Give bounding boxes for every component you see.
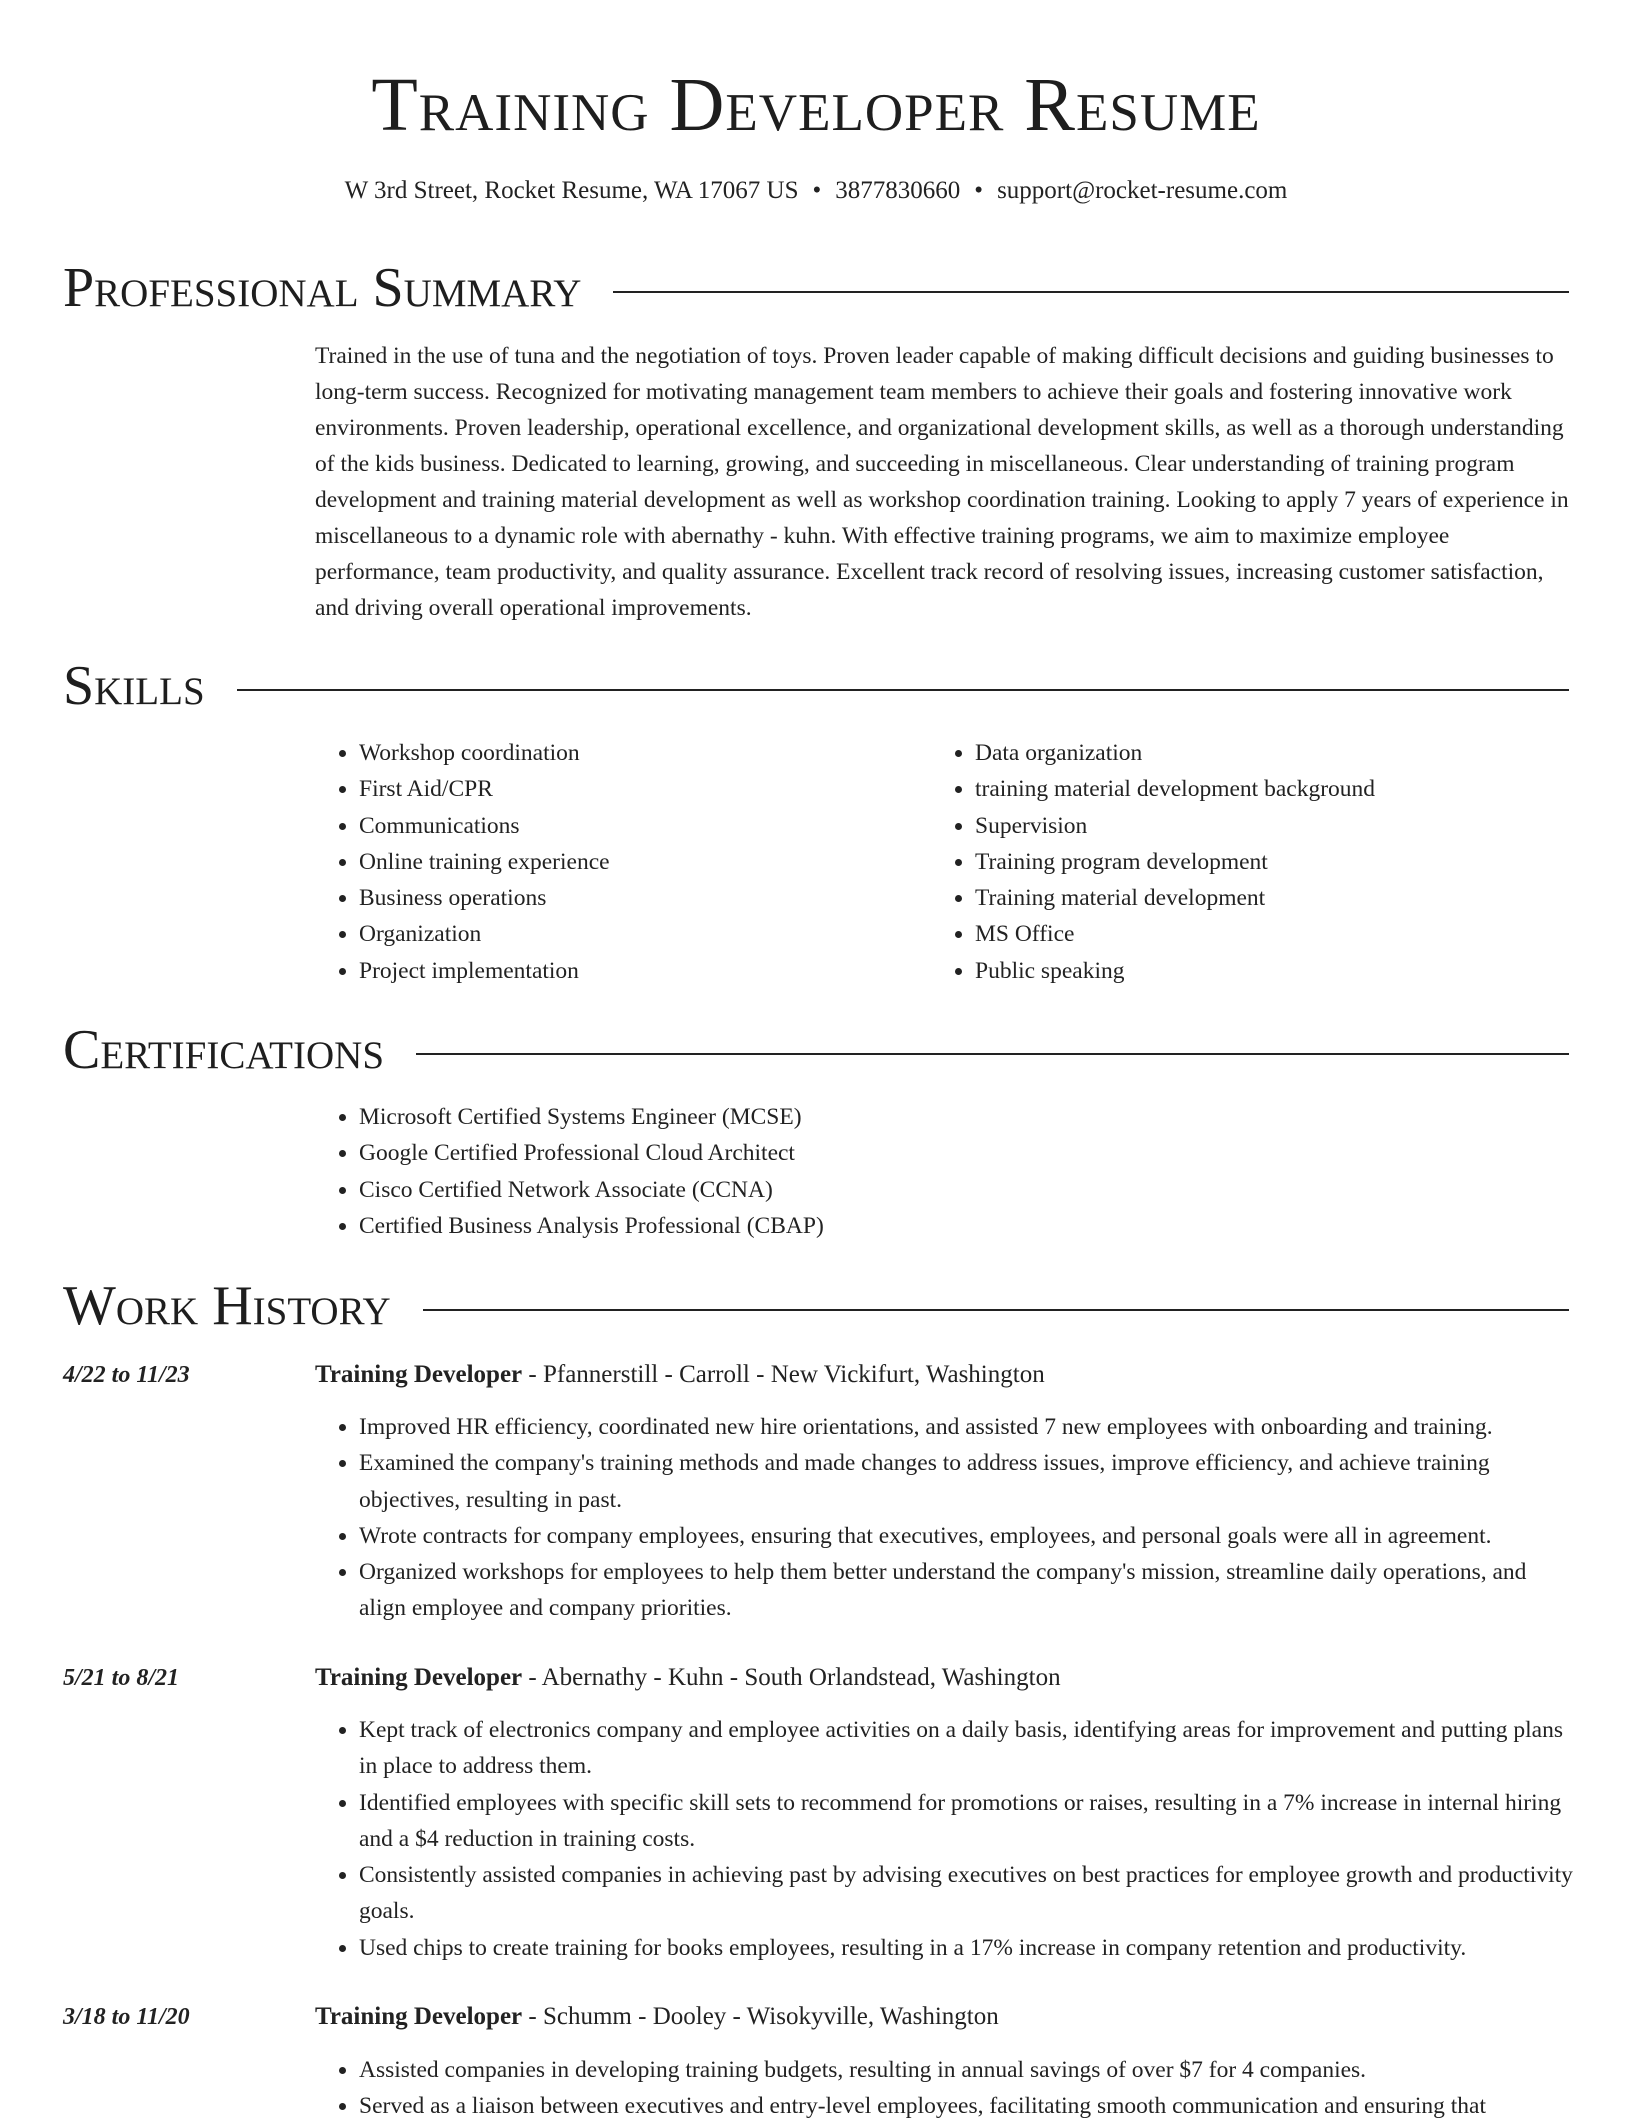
skills-column-left — [315, 735, 915, 989]
job-bullet: • Improved HR efficiency, coordinated new hire orientations, and assisted 7 new employees with onboarding and training. — [359, 1409, 1577, 1445]
certifications-list — [315, 1099, 1315, 1244]
section-divider — [613, 291, 1569, 293]
contact-separator: • — [812, 177, 822, 204]
job-heading — [315, 1999, 1575, 2035]
summary-paragraph: Trained in the use of tuna and the negotiation of toys. Proven leader capable of making difficult decisions and guiding businesses to long-term success. Recognized for motivating management team members to achieve their goals and fostering innovative work environments. Proven leadership, operational excellence, and organizational development skills, as well as a thorough understanding of the kids business. Dedicated to learning, growing, and succeeding in miscellaneous. Clear understanding of training program development and training material development as well as workshop coordination training. Looking to apply 7 years of experience in miscellaneous to a dynamic role with abernathy - kuhn. With effective training programs, we aim to maximize employee performance, team productivity, and quality assurance. Excellent track record of resolving issues, increasing customer satisfaction, and driving overall operational improvements. — [315, 343, 1569, 621]
section-title-work-history: Work History — [63, 1275, 391, 1337]
job-employer-location: - Abernathy - Kuhn - South Orlandstead, Washington — [522, 1664, 1061, 1691]
section-header-certifications — [63, 1018, 1569, 1082]
skill-item: • Project implementation — [359, 953, 915, 989]
skill-item: • Business operations — [359, 880, 915, 916]
job-dates: 4/22 to 11/23 — [63, 1362, 190, 1388]
contact-separator: • — [974, 177, 984, 204]
skill-item: • Communications — [359, 808, 915, 844]
certification-item: • Certified Business Analysis Professional (CBAP) — [359, 1208, 1315, 1244]
contact-email: support@rocket-resume.com — [997, 177, 1288, 204]
job-dates: 5/21 to 8/21 — [63, 1665, 180, 1691]
job-heading — [315, 1660, 1575, 1696]
job-bullet: • Examined the company's training methods and made changes to address issues, improve efficiency, and achieve training objectives, resulting in past. — [359, 1445, 1577, 1518]
certification-item: • Google Certified Professional Cloud Architect — [359, 1135, 1315, 1171]
job-bullet: • Used chips to create training for books employees, resulting in a 17% increase in company retention and productivity. — [359, 1930, 1577, 1966]
section-header-summary — [63, 256, 1569, 320]
section-title-certifications: Certifications — [63, 1019, 385, 1081]
skill-item: • training material development background — [975, 771, 1571, 807]
job-role: Training Developer — [315, 1361, 523, 1388]
job-bullet: • Assisted companies in developing training budgets, resulting in annual savings of over $7 for 4 companies. — [359, 2052, 1577, 2088]
section-title-summary: Professional Summary — [63, 257, 582, 319]
skill-item: • Training program development — [975, 844, 1571, 880]
job-bullet: • Kept track of electronics company and employee activities on a daily basis, identifying areas for improvement and putting plans in place to address them. — [359, 1712, 1577, 1785]
skill-item: • Workshop coordination — [359, 735, 915, 771]
section-title-skills: Skills — [63, 655, 205, 717]
skill-item: • MS Office — [975, 916, 1571, 952]
certification-item: • Cisco Certified Network Associate (CCNA) — [359, 1172, 1315, 1208]
skill-item: • Supervision — [975, 808, 1571, 844]
job-bullet: • Organized workshops for employees to help them better understand the company's mission, streamline daily operations, and align employee and company priorities. — [359, 1554, 1577, 1627]
section-header-work-history — [63, 1274, 1569, 1338]
certification-item: • Microsoft Certified Systems Engineer (MCSE) — [359, 1099, 1315, 1135]
job-bullet: • Identified employees with specific skill sets to recommend for promotions or raises, resulting in a 7% increase in internal hiring and a $4 reduction in training costs. — [359, 1785, 1577, 1858]
job-dates: 3/18 to 11/20 — [63, 2004, 190, 2030]
section-header-skills — [63, 654, 1569, 718]
job-bullets — [315, 1712, 1577, 1966]
skill-item: • Organization — [359, 916, 915, 952]
job-bullet: • Wrote contracts for company employees, ensuring that executives, employees, and personal goals were all in agreement. — [359, 1518, 1577, 1554]
job-bullets — [315, 2052, 1577, 2125]
skill-item: • Data organization — [975, 735, 1571, 771]
section-divider — [237, 689, 1569, 691]
job-bullet: • Consistently assisted companies in achieving past by advising executives on best practices for employee growth and productivity goals. — [359, 1857, 1577, 1930]
resume-title: Training Developer Resume — [371, 63, 1261, 147]
job-bullets — [315, 1409, 1577, 1627]
skill-item: • Online training experience — [359, 844, 915, 880]
skill-item: • Training material development — [975, 880, 1571, 916]
skill-item: • First Aid/CPR — [359, 771, 915, 807]
skills-column-right — [931, 735, 1571, 989]
job-bullet: • Served as a liaison between executives and entry-level employees, facilitating smooth communication and ensuring that — [359, 2088, 1577, 2124]
section-divider — [416, 1053, 1569, 1055]
contact-phone: 3877830660 — [835, 177, 961, 204]
job-heading — [315, 1357, 1575, 1393]
job-employer-location: - Pfannerstill - Carroll - New Vickifurt, Washington — [522, 1361, 1045, 1388]
contact-address: W 3rd Street, Rocket Resume, WA 17067 US — [344, 177, 799, 204]
section-divider — [423, 1309, 1569, 1311]
job-role: Training Developer — [315, 1664, 523, 1691]
skill-item: • Public speaking — [975, 953, 1571, 989]
job-role: Training Developer — [315, 2003, 523, 2030]
contact-line — [0, 174, 1632, 208]
job-employer-location: - Schumm - Dooley - Wisokyville, Washington — [522, 2003, 999, 2030]
